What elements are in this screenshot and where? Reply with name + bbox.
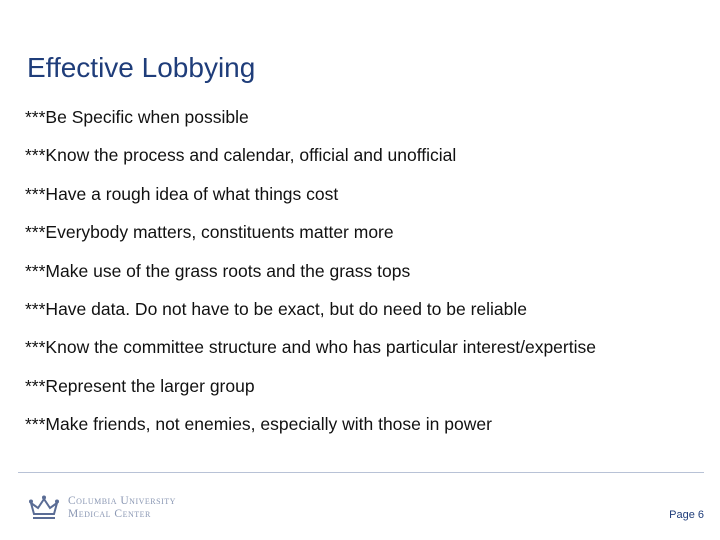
crown-icon [28,493,60,521]
bullet-item: ***Have data. Do not have to be exact, but do need to be reliable [25,298,528,319]
bullet-list [25,105,596,451]
footer-divider [18,472,704,473]
bullet-item: ***Know the process and calendar, official and unofficial [25,145,457,166]
page-number: Page 6 [669,509,704,521]
bullet-item: ***Know the committee structure and who has particular interest/expertise [25,337,596,358]
bullet-item: ***Have a rough idea of what things cost [25,183,339,204]
logo-line-2: Medical Center [68,508,151,520]
logo-text [68,495,176,521]
bullet-item: ***Make friends, not enemies, especially with those in power [25,414,492,435]
logo-line-1: Columbia University [68,495,176,507]
bullet-item: ***Make use of the grass roots and the grass tops [25,260,411,281]
bullet-item: ***Everybody matters, constituents matter more [25,222,394,243]
bullet-item: ***Represent the larger group [25,375,255,396]
university-logo [28,493,188,523]
bullet-item: ***Be Specific when possible [25,107,249,127]
slide-title: Effective Lobbying [27,52,256,83]
